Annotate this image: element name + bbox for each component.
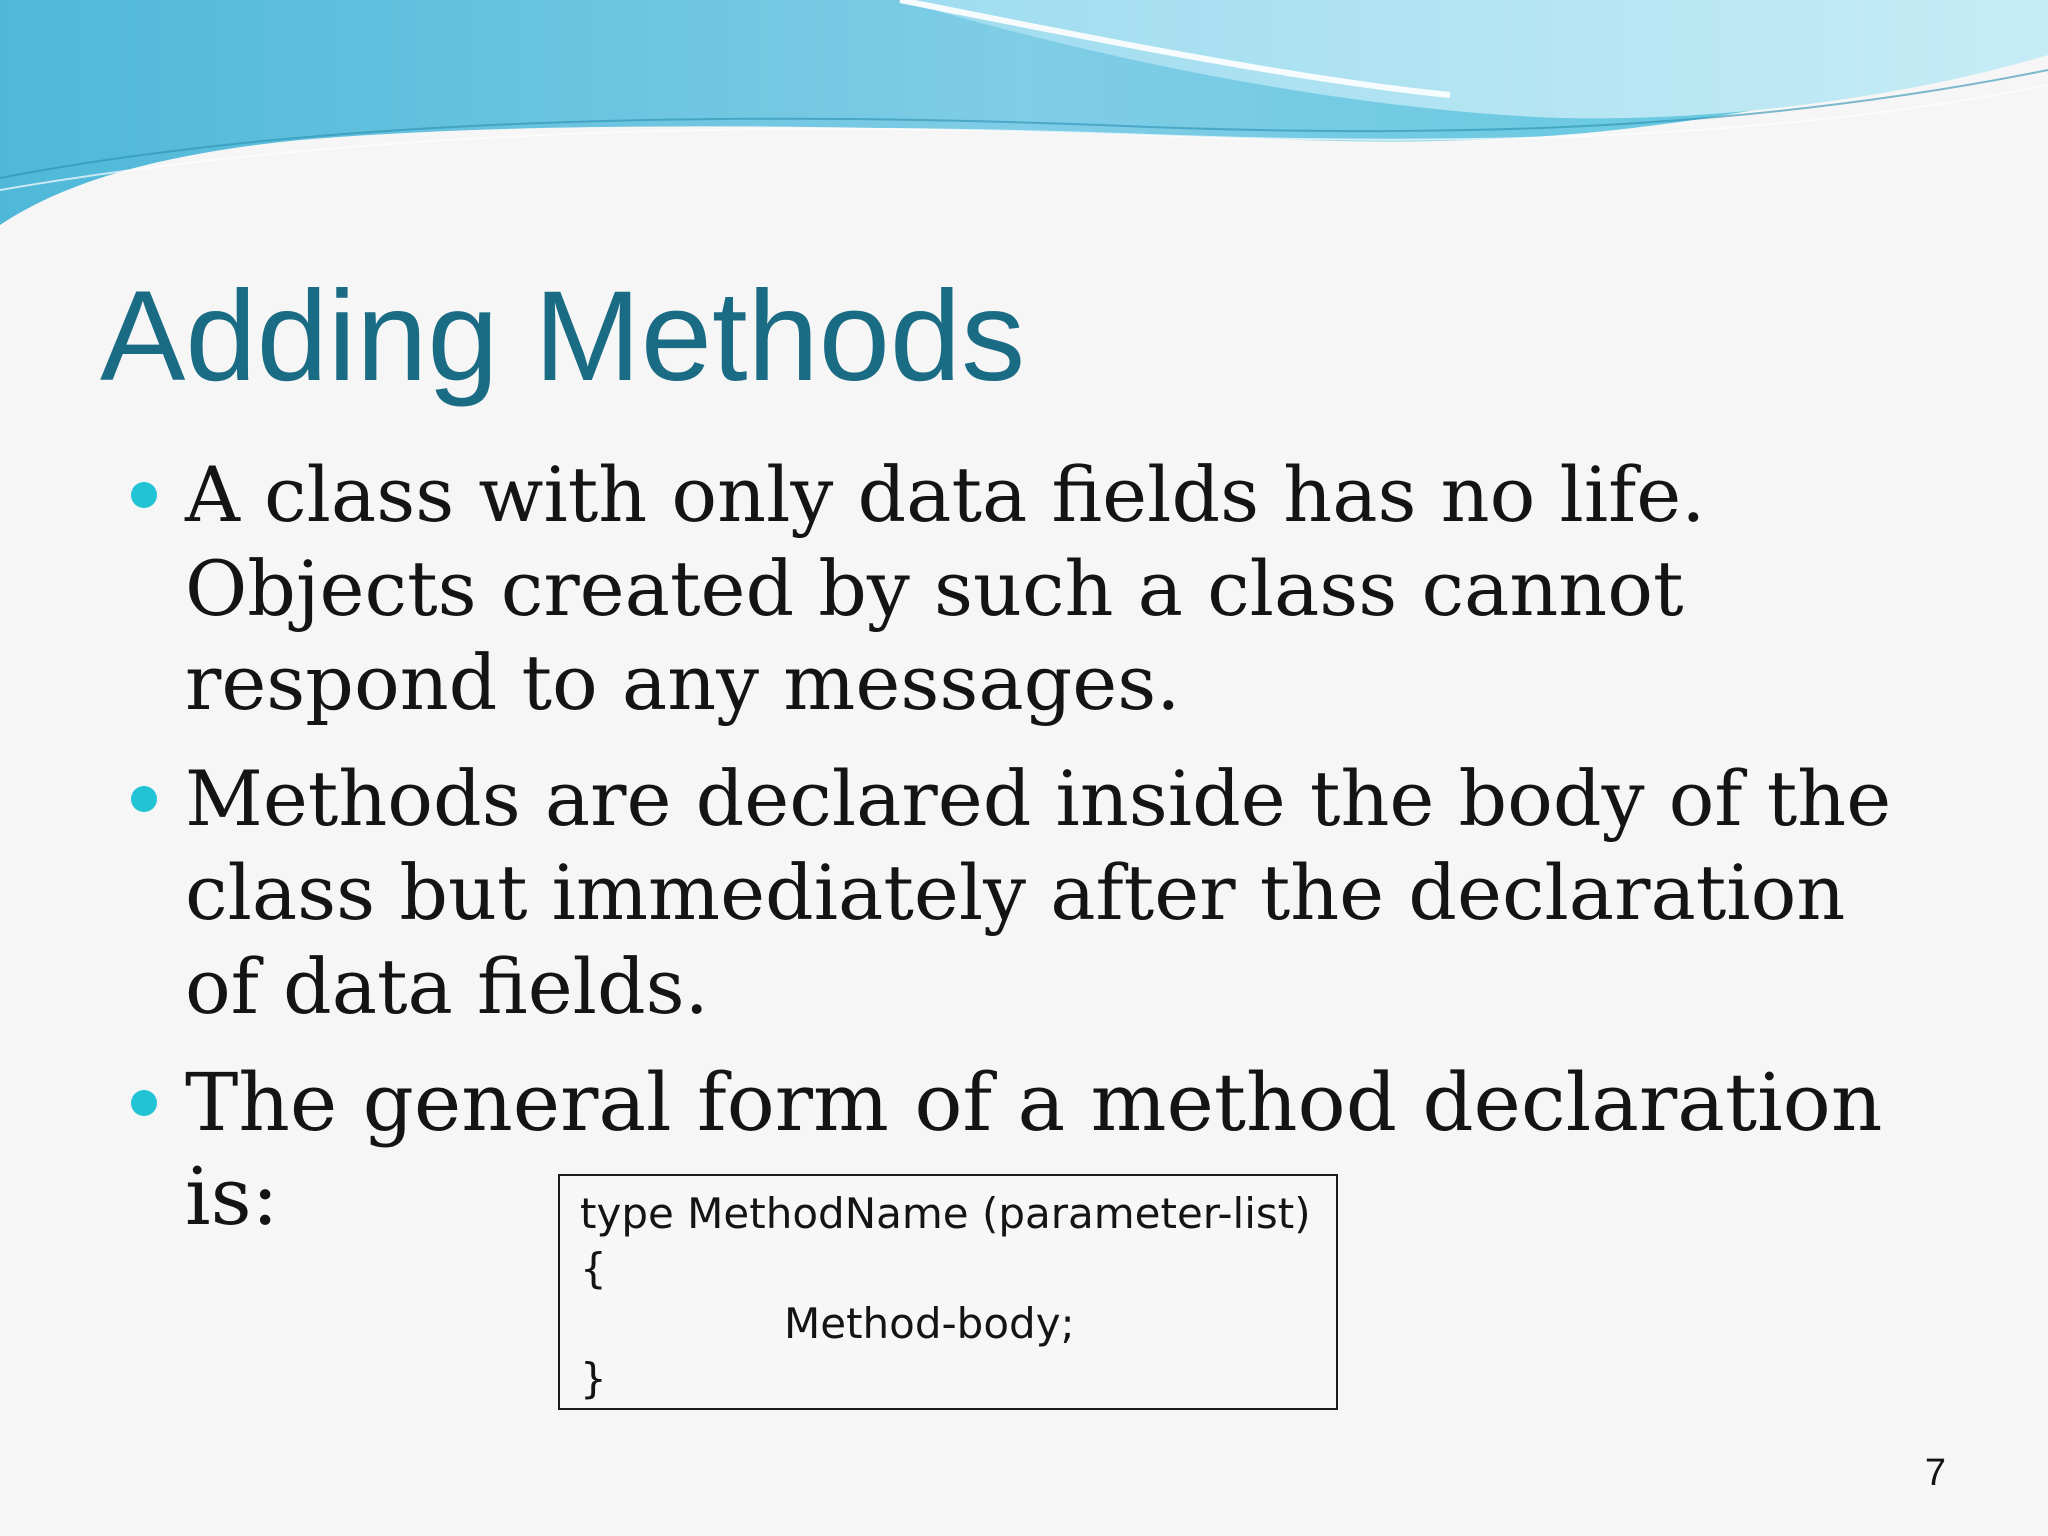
- round-bullet-icon: [131, 1090, 157, 1116]
- bullet-item: [125, 448, 1935, 730]
- bullet-text: The general form of a method declaration is:: [185, 1056, 1883, 1243]
- page-number: 7: [1924, 1452, 1946, 1494]
- bullet-text: Methods are declared inside the body of the class but immediately after the declaration of data fields.: [185, 754, 1892, 1031]
- header-wave-decoration: [0, 0, 2048, 260]
- method-declaration-code-box: [558, 1174, 1338, 1410]
- bullet-text: A class with only data fields has no life. Objects created by such a class cannot respond to any messages.: [185, 450, 1706, 727]
- slide-title: Adding Methods: [100, 265, 1026, 408]
- code-line: Method-body;: [784, 1299, 1075, 1348]
- bullet-item: [125, 752, 1935, 1034]
- round-bullet-icon: [131, 482, 157, 508]
- code-line: {: [580, 1244, 607, 1293]
- code-line: type MethodName (parameter-list): [580, 1189, 1311, 1238]
- bullet-list: [125, 448, 1935, 1266]
- round-bullet-icon: [131, 786, 157, 812]
- code-line: }: [580, 1354, 607, 1403]
